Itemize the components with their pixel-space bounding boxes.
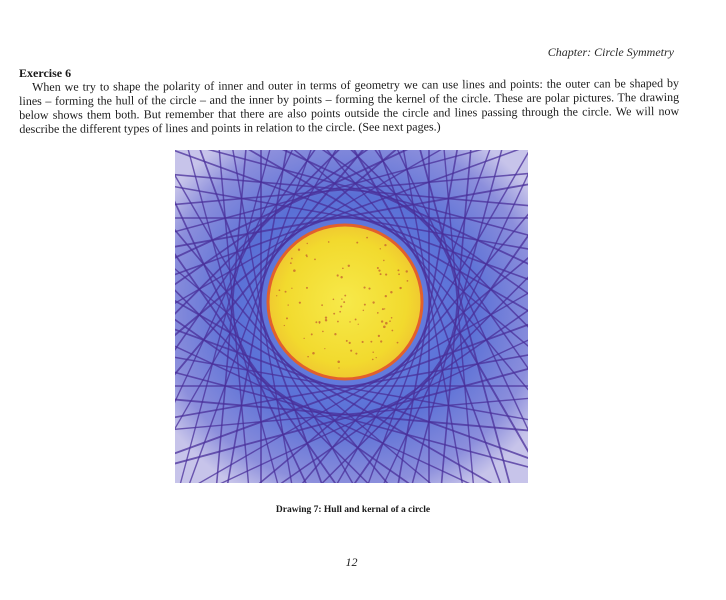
- kernel-dot: [337, 361, 340, 364]
- kernel-dot: [340, 276, 342, 278]
- kernel-dot: [383, 260, 385, 262]
- kernel-dot: [363, 287, 365, 289]
- kernel-dot: [284, 325, 285, 326]
- kernel-dot: [397, 269, 399, 271]
- kernel-dot: [363, 310, 364, 311]
- kernel-dot: [370, 341, 372, 343]
- kernel-dot: [385, 295, 387, 297]
- kernel-dot: [377, 267, 379, 269]
- kernel-dot: [349, 321, 350, 322]
- kernel-dot: [368, 288, 370, 290]
- kernel-dot: [380, 248, 381, 249]
- exercise-paragraph: When we try to shape the polarity of inner and outer in terms of geometry we can use lines and points: the outer can be shaped by lines – forming the hull of the circle – and the inner by points – forming the kernel of the circle. These are polar pictures. The drawing below shows them both. But remember that there are also points outside the circle and lines passing through the circle. We will now describe the different types of lines and points in relation to the circle. (See next pages.): [19, 75, 680, 136]
- kernel-dot: [322, 331, 324, 333]
- kernel-dot: [319, 322, 320, 323]
- kernel-dot: [390, 291, 392, 293]
- kernel-dot: [312, 352, 315, 355]
- kernel-dot: [372, 301, 374, 303]
- kernel-dot: [350, 350, 352, 352]
- kernel-dot: [380, 273, 382, 275]
- kernel-dot: [356, 242, 358, 244]
- kernel-dot: [293, 269, 296, 272]
- exercise-title: Exercise 6: [19, 66, 72, 80]
- kernel-dot: [355, 353, 357, 355]
- kernel-dot: [398, 273, 400, 275]
- kernel-dot: [325, 316, 327, 318]
- kernel-dot: [364, 304, 366, 306]
- kernel-dot: [377, 312, 379, 314]
- kernel-dot: [337, 321, 339, 323]
- kernel-dot: [372, 359, 374, 361]
- kernel-dot: [338, 367, 339, 368]
- kernel-dot: [333, 313, 335, 315]
- kernel-dot: [384, 308, 385, 309]
- page-number: [0, 555, 726, 570]
- drawing-caption: [0, 505, 726, 515]
- kernel-dot: [346, 340, 348, 342]
- kernel-dot: [291, 258, 293, 260]
- kernel-dot: [307, 356, 309, 358]
- kernel-dot: [276, 295, 277, 296]
- kernel-dot: [311, 333, 313, 335]
- kernel-dot: [399, 287, 401, 289]
- kernel-dot: [325, 319, 327, 321]
- kernel-dot: [337, 274, 339, 276]
- kernel-dot: [355, 319, 357, 321]
- kernel-dot: [343, 301, 345, 303]
- kernel-dot: [376, 357, 377, 358]
- kernel-dot: [372, 351, 373, 352]
- kernel-dot: [339, 311, 341, 313]
- drawing-caption-text: Drawing 7: Hull and kernal of a circle: [275, 505, 431, 515]
- kernel-dot: [381, 320, 383, 322]
- kernel-dot: [290, 262, 292, 264]
- kernel-dot: [306, 256, 308, 258]
- kernel-dot: [298, 249, 300, 251]
- kernel-dot: [389, 320, 391, 322]
- kernel-dot: [291, 288, 292, 289]
- kernel-dot: [286, 317, 288, 319]
- kernel-dot: [391, 330, 393, 332]
- kernel-dot: [391, 317, 393, 319]
- kernel-dot: [303, 338, 304, 339]
- kernel-dot: [366, 237, 368, 239]
- hull-kernel-drawing: [175, 150, 528, 483]
- kernel-dot: [348, 265, 350, 267]
- kernel-dot: [299, 302, 301, 304]
- kernel-dot: [383, 325, 386, 328]
- kernel-dot: [321, 304, 323, 306]
- page-number-text: 12: [345, 555, 358, 569]
- drawing-canvas: [175, 150, 528, 483]
- kernel-dot: [314, 258, 316, 260]
- kernel-dot: [385, 273, 387, 275]
- kernel-dot: [288, 304, 289, 305]
- kernel-dot: [378, 335, 380, 337]
- kernel-dot: [378, 269, 380, 271]
- kernel-dot: [344, 295, 346, 297]
- kernel-dot: [341, 298, 342, 299]
- kernel-dot: [407, 280, 409, 282]
- kernel-dot: [385, 322, 388, 325]
- kernel-dot: [315, 321, 317, 323]
- kernel-dot: [384, 244, 386, 246]
- kernel-dot: [349, 342, 351, 344]
- kernel-dot: [285, 291, 287, 293]
- chapter-header: Chapter: Circle Symmetry: [547, 45, 674, 59]
- kernel-dot: [406, 270, 408, 272]
- kernel-dot: [342, 267, 344, 269]
- kernel-dot: [380, 340, 382, 342]
- kernel-dot: [328, 241, 330, 243]
- kernel-dot: [324, 348, 325, 349]
- kernel-dot: [362, 341, 364, 343]
- kernel-dot: [358, 324, 359, 325]
- kernel-dot: [307, 243, 308, 244]
- kernel-dot: [333, 298, 335, 300]
- kernel-dot: [306, 287, 308, 289]
- kernel-dot: [279, 289, 281, 291]
- kernel-dot: [340, 306, 342, 308]
- kernel-dot: [382, 308, 384, 310]
- kernel-dot: [334, 333, 336, 335]
- kernel-dot: [397, 342, 399, 344]
